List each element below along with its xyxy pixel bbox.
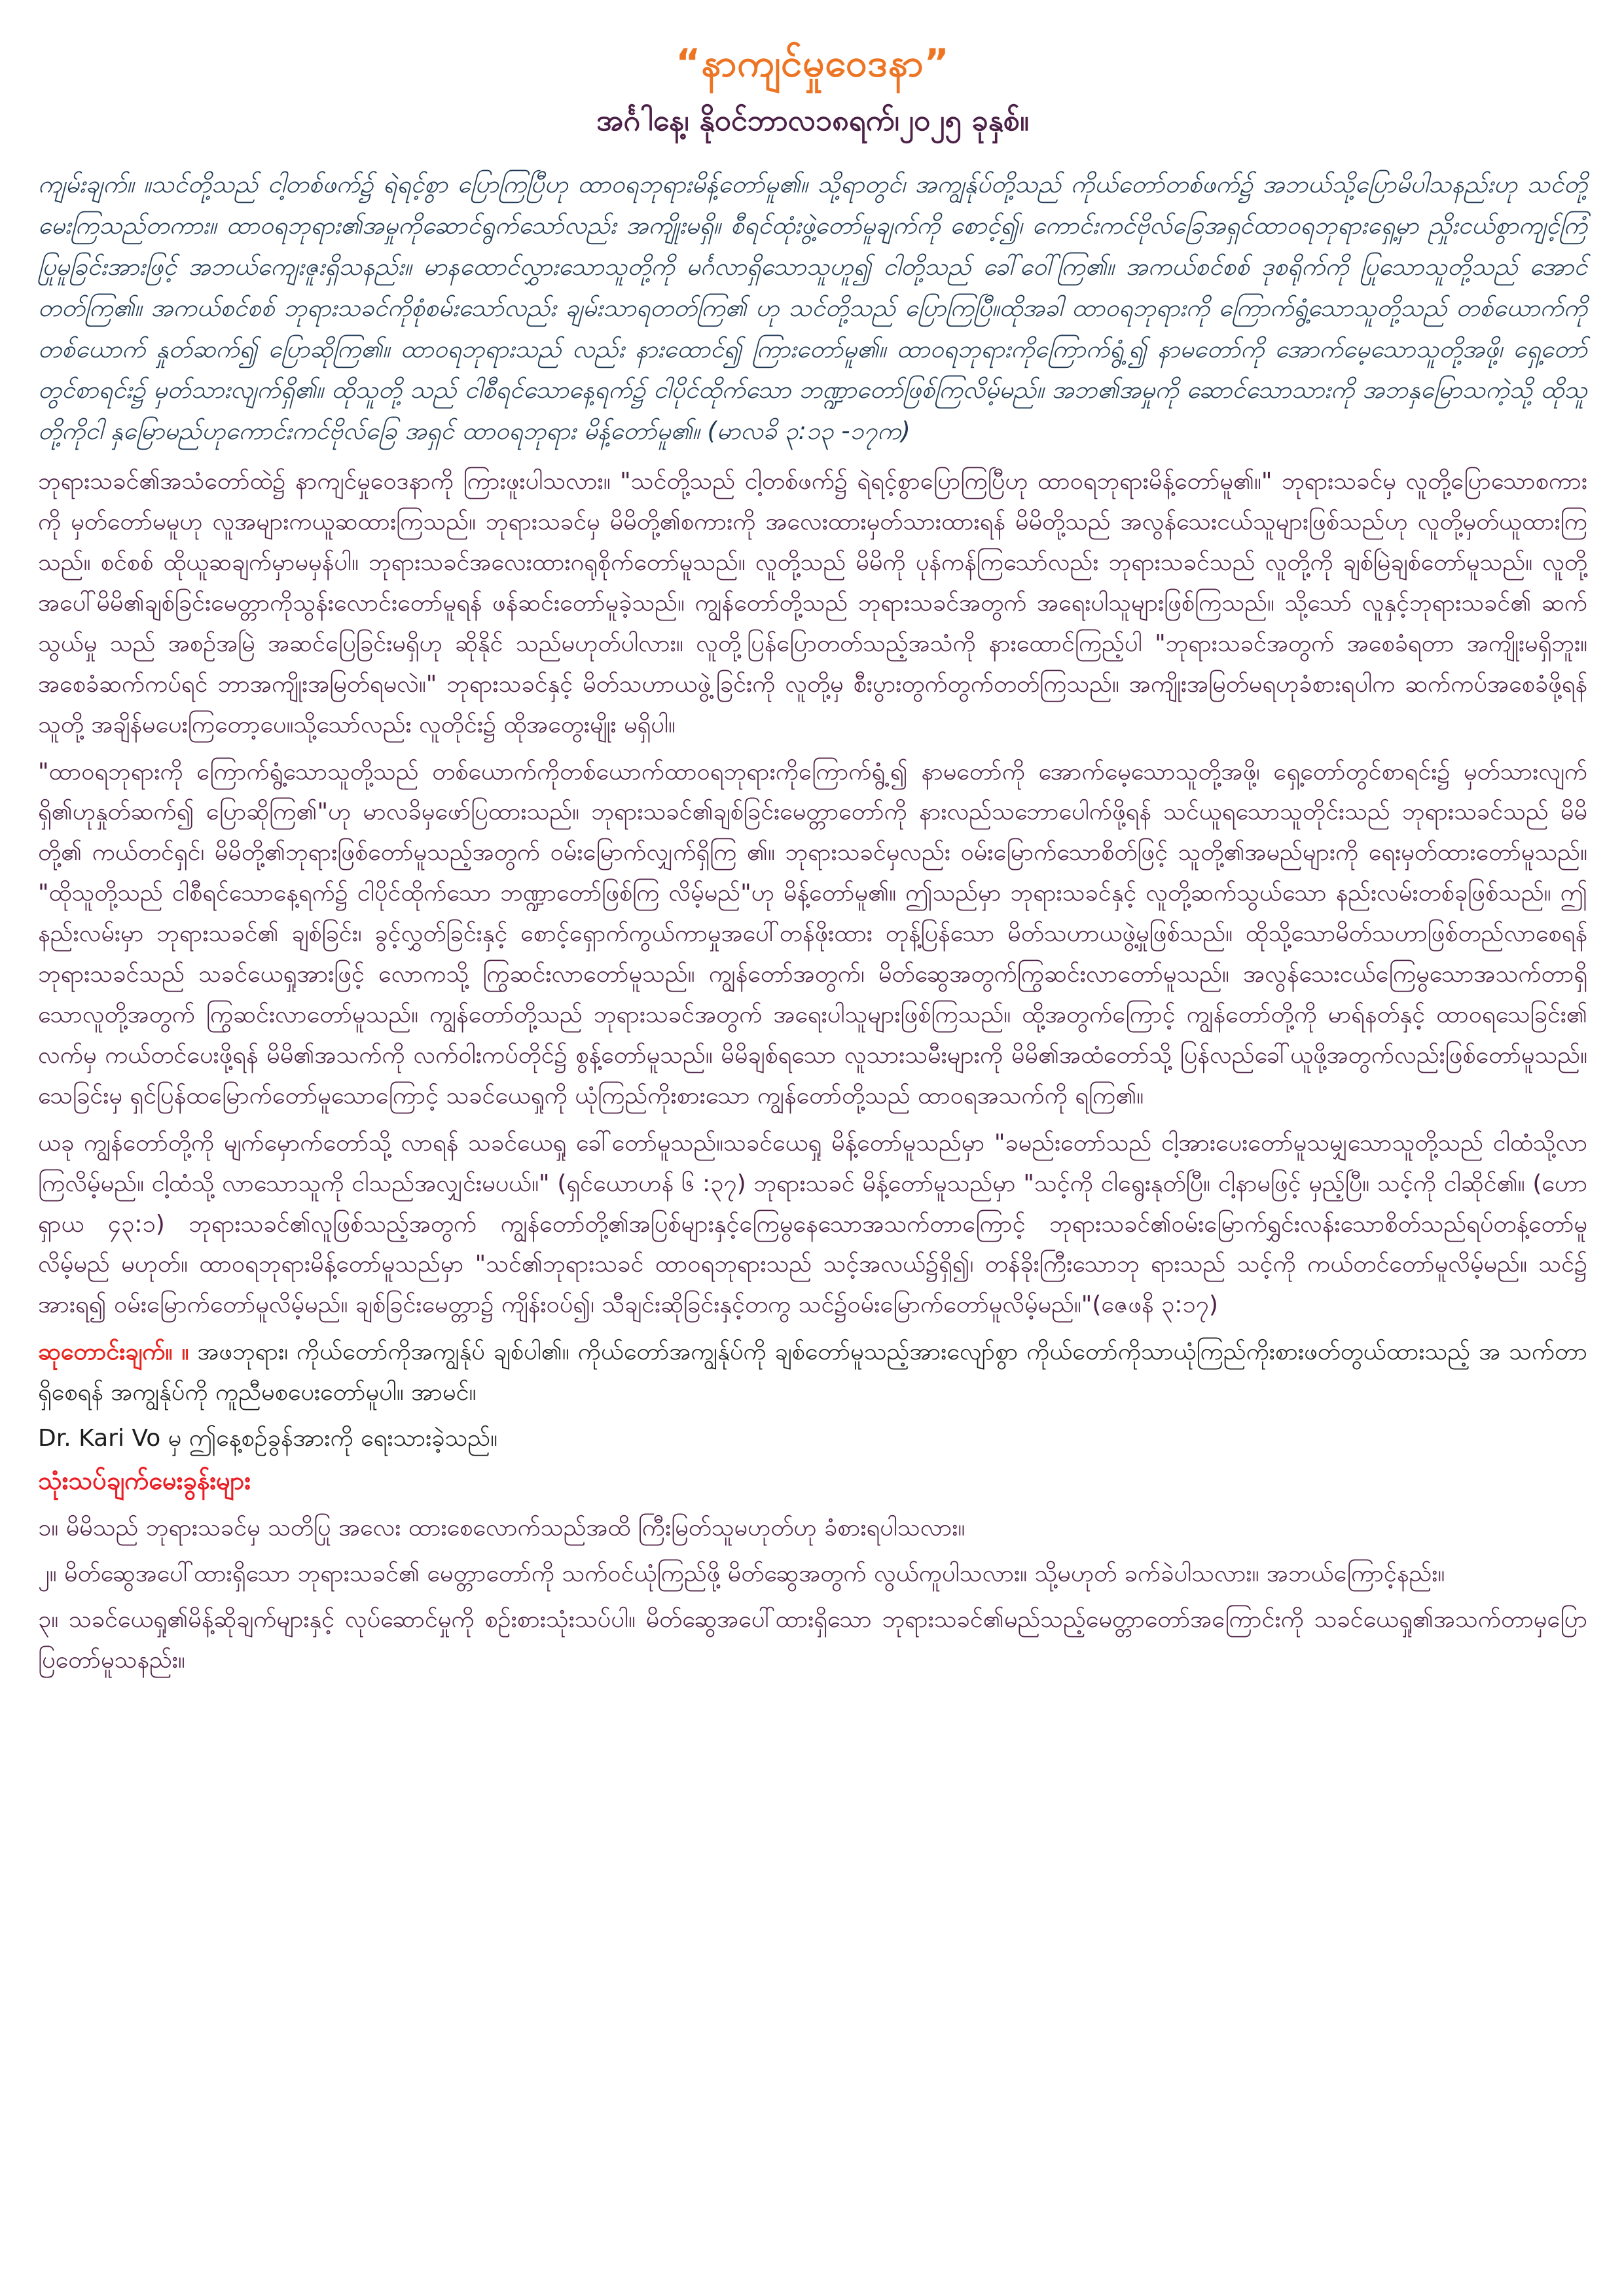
prayer-label: ဆုတောင်းချက်။ ။ <box>38 1338 189 1366</box>
reflection-question-3: ၃။ သခင်ယေရှု၏မိန့်ဆိုချက်များနှင့် လုပ်ဆောင်မှုကို စဉ်းစားသုံးသပ်ပါ။ မိတ်ဆွေအပေါ်ထားရှိသော ဘုရားသခင်၏မည်သည့်မေတ္တာတော်အကြောင်းကို သခင်ယေရှု၏အသက်တာမှပြောပြတော်မူသနည်း။ <box>38 1606 1587 1674</box>
page-title: “နာကျင်မှုဝေဒနာ” <box>676 41 950 85</box>
devotion-paragraph-3: ယခု ကျွန်တော်တို့ကို မျက်မှောက်တော်သို့ လာရန် သခင်ယေရှု ခေါ်တော်မူသည်။သခင်ယေရှု မိန့်တော်မူသည်မှာ "ခမည်းတော်သည် ငါ့အားပေးတော်မူသမျှသောသူတို့သည် ငါထံသို့လာကြလိမ့်မည်။ ငါ့ထံသို့ လာသောသူကို ငါသည်အလျှင်းမပယ်။" (ရှင်ယောဟန် ၆ :၃၇) ဘုရားသခင် မိန့်တော်မူသည်မှာ "သင့်ကို ငါရွေးနုတ်ပြီ။ ငါ့နာမဖြင့် မှည့်ပြီ။ သင့်ကို ငါဆိုင်၏။ (ဟောရှာယ ၄၃:၁) ဘုရားသခင်၏လူဖြစ်သည့်အတွက် ကျွန်တော်တို့၏အပြစ်များနှင့်ကြေမွနေသောအသက်တာကြောင့် ဘုရားသခင်၏ဝမ်းမြောက်ရွှင်းလန်းသောစိတ်သည်ရပ်တန့်တော်မူလိမ့်မည် မဟုတ်။ ထာဝရဘုရားမိန့်တော်မူသည်မှာ "သင်၏ဘုရားသခင် ထာဝရဘုရားသည် သင့်အလယ်၌ရှိ၍၊ တန်ခိုးကြီးသောဘု ရားသည် သင့်ကို ကယ်တင်တော်မူလိမ့်မည်။ သင်၌ အားရ၍ ဝမ်းမြောက်တော်မူလိမ့်မည်။ ချစ်ခြင်းမေတ္တာ၌ ကျိန်းဝပ်၍၊ သီချင်းဆိုခြင်းနှင့်တကွ သင်၌ဝမ်းမြောက်တော်မူလိမ့်မည်။"(ဇေဖနိ ၃:၁၇) <box>38 1129 1587 1319</box>
date-line: အင်္ဂါနေ့၊ နိုဝင်ဘာလ၁၈ရက်၊၂၀၂၅ ခုနှစ်။ <box>596 103 1029 137</box>
prayer-section <box>38 1332 1587 1413</box>
devotion-paragraph-1: ဘုရားသခင်၏အသံတော်ထဲ၌ နာကျင်မှုဝေဒနာကို ကြားဖူးပါသလား။ "သင်တို့သည် ငါ့တစ်ဖက်၌ ရဲရင့်စွာပြောကြပြီဟု ထာဝရဘုရားမိန့်တော်မူ၏။" ဘုရားသခင်မှ လူတို့ပြောသောစကားကို မှတ်တော်မမူဟု လူအများကယူဆထားကြသည်။ ဘုရားသခင်မှ မိမိတို့၏စကားကို အလေးထားမှတ်သားထားရန် မိမိတို့သည် အလွန်သေးငယ်သူများဖြစ်သည်ဟု လူတို့မှတ်ယူထားကြသည်။ စင်စစ် ထိုယူဆချက်မှာမမှန်ပါ။ ဘုရားသခင်အလေးထားဂရုစိုက်တော်မူသည်။ လူတို့သည် မိမိကို ပုန်ကန်ကြသော်လည်း ဘုရားသခင်သည် လူတို့ကို ချစ်မြဲချစ်တော်မူသည်။ လူတို့အပေါ်မိမိ၏ချစ်ခြင်းမေတ္တာကိုသွန်းလောင်းတော်မူရန် ဖန်ဆင်းတော်မူခဲ့သည်။ ကျွန်တော်တို့သည် ဘုရားသခင်အတွက် အရေးပါသူများဖြစ်ကြသည်။ သို့သော် လူနှင့်ဘုရားသခင်၏ ဆက်သွယ်မှု သည် အစဉ်အမြဲ အဆင်ပြေခြင်းမရှိဟု ဆိုနိုင် သည်မဟုတ်ပါလား။ လူတို့ပြန်ပြောတတ်သည့်အသံကို နားထောင်ကြည့်ပါ "ဘုရားသခင်အတွက် အစေခံရတာ အကျိုးမရှိဘူး။ အစေခံဆက်ကပ်ရင် ဘာအကျိုးအမြတ်ရမလဲ။" ဘုရားသခင်နှင့် မိတ်သဟာယဖွဲ့ခြင်းကို လူတို့မှ စီးပွားတွက်တွက်တတ်ကြသည်။ အကျိုးအမြတ်မရဟုခံစားရပါက ဆက်ကပ်အစေခံဖို့ရန် သူတို့ အချိန်မပေးကြတော့ပေ။သို့သော်လည်း လူတိုင်း၌ ထိုအတွေးမျိုး မရှိပါ။ <box>38 468 1587 738</box>
author-credit: Dr. Kari Vo မှ ဤနေ့စဉ်ခွန်အားကို ရေးသားခဲ့သည်။ <box>38 1425 497 1452</box>
reflection-questions-heading: သုံးသပ်ချက်မေးခွန်းများ <box>38 1466 251 1496</box>
reflection-question-2: ၂။ မိတ်ဆွေအပေါ်ထားရှိသော ဘုရားသခင်၏ မေတ္တာတော်ကို သက်ဝင်ယုံကြည်ဖို့ မိတ်ဆွေအတွက် လွယ်ကူပါသလား။ သို့မဟုတ် ခက်ခဲပါသလား။ အဘယ်ကြောင့်နည်း။ <box>38 1560 1445 1588</box>
scripture-passage: ကျမ်းချက်။ ။သင်တို့သည် ငါ့တစ်ဖက်၌ ရဲရင့်စွာ ပြောကြပြီဟု ထာဝရဘုရားမိန့်တော်မူ၏။ သို့ရာတွင်၊ အကျွန်ုပ်တို့သည် ကိုယ်တော်တစ်ဖက်၌ အဘယ်သို့ပြောမိပါသနည်းဟု သင်တို့ မေးကြသည်တကား။ ထာဝရဘုရား၏အမှုကိုဆောင်ရွက်သော်လည်း အကျိုးမရှိ။ စီရင်ထုံးဖွဲ့တော်မူချက်ကို စောင့်၍၊ ကောင်းကင်ဗိုလ်ခြေအရှင်ထာဝရဘုရားရှေ့မှာ ညှိုးငယ်စွာကျင့်ကြံပြုမူခြင်းအားဖြင့် အဘယ်ကျေးဇူးရှိသနည်း။ မာနထောင်လွှားသောသူတို့ကို မင်္ဂလာရှိသောသူဟူ၍ ငါတို့သည် ခေါ်ဝေါ်ကြ၏။ အကယ်စင်စစ် ဒုစရိုက်ကို ပြုသောသူတို့သည် အောင်တတ်ကြ၏။ အကယ်စင်စစ် ဘုရားသခင်ကိုစုံစမ်းသော်လည်း ချမ်းသာရတတ်ကြ၏ ဟု သင်တို့သည် ပြောကြပြီ။ထိုအခါ ထာဝရဘုရားကို ကြောက်ရွံ့သောသူတို့သည် တစ်ယောက်ကိုတစ်ယောက် နှုတ်ဆက်၍ ပြောဆိုကြ၏။ ထာဝရဘုရားသည် လည်း နားထောင်၍ ကြားတော်မူ၏။ ထာဝရဘုရားကိုကြောက်ရွံ့၍ နာမတော်ကို အောက်မေ့သောသူတို့အဖို့၊ ရှေ့တော်တွင်စာရင်း၌ မှတ်သားလျက်ရှိ၏။ ထိုသူတို့ သည် ငါစီရင်သောနေ့ရက်၌ ငါပိုင်ထိုက်သော ဘဏ္ဍာတော်ဖြစ်ကြလိမ့်မည်။ အဘ၏အမှုကို ဆောင်သောသားကို အဘနှမြောသကဲ့သို့ ထိုသူတို့ကိုငါ နှမြောမည်ဟုကောင်းကင်ဗိုလ်ခြေ အရှင် ထာဝရဘုရား မိန့်တော်မူ၏။ (မာလခိ ၃:၁၃ -၁၇က) <box>38 170 1587 446</box>
devotion-paragraph-2: "ထာဝရဘုရားကို ကြောက်ရွံ့သောသူတို့သည် တစ်ယောက်ကိုတစ်ယောက်ထာဝရဘုရားကိုကြောက်ရွံ့၍ နာမတော်ကို အောက်မေ့သောသူတို့အဖို့၊ ရှေ့တော်တွင်စာရင်း၌ မှတ်သားလျက်ရှိ၏ဟုနှုတ်ဆက်၍ ပြောဆိုကြ၏"ဟု မာလခိမှဖော်ပြထားသည်။ ဘုရားသခင်၏ချစ်ခြင်းမေတ္တာတော်ကို နားလည်သဘောပေါက်ဖို့ရန် သင်ယူရသောသူတိုင်းသည် ဘုရားသခင်သည် မိမိတို့၏ ကယ်တင်ရှင်၊ မိမိတို့၏ဘုရားဖြစ်တော်မူသည့်အတွက် ဝမ်းမြောက်လျှက်ရှိကြ ၏။ ဘုရားသခင်မှလည်း ဝမ်းမြောက်သောစိတ်ဖြင့် သူတို့၏အမည်များကို ရေးမှတ်ထားတော်မူသည်။ "ထိုသူတို့သည် ငါစီရင်သောနေ့ရက်၌ ငါပိုင်ထိုက်သော ဘဏ္ဍာတော်ဖြစ်ကြ လိမ့်မည်"ဟု မိန့်တော်မူ၏။ ဤသည်မှာ ဘုရားသခင်နှင့် လူတို့ဆက်သွယ်သော နည်းလမ်းတစ်ခုဖြစ်သည်။ ဤနည်းလမ်းမှာ ဘုရားသခင်၏ ချစ်ခြင်း၊ ခွင့်လွှတ်ခြင်းနှင့် စောင့်ရှောက်ကွယ်ကာမှုအပေါ်တန်ဖိုးထား တုန့်ပြန်သော မိတ်သဟာယဖွဲ့မှုဖြစ်သည်။ ထိုသို့သောမိတ်သဟာဖြစ်တည်လာစေရန် ဘုရားသခင်သည် သခင်ယေရှုအားဖြင့် လောကသို့ ကြွဆင်းလာတော်မူသည်။ ကျွန်တော်အတွက်၊ မိတ်ဆွေအတွက်ကြွဆင်းလာတော်မူသည်။ အလွန်သေးငယ်ကြေမွသောအသက်တာရှိသောလူတို့အတွက် ကြွဆင်းလာတော်မူသည်။ ကျွန်တော်တို့သည် ဘုရားသခင်အတွက် အရေးပါသူများဖြစ်ကြသည်။ ထို့အတွက်ကြောင့် ကျွန်တော်တို့ကို မာရ်နတ်နှင့် ထာဝရသေခြင်း၏ လက်မှ ကယ်တင်ပေးဖို့ရန် မိမိ၏အသက်ကို လက်ဝါးကပ်တိုင်၌ စွန့်တော်မူသည်။ မိမိချစ်ရသော လူသားသမီးများကို မိမိ၏အထံတော်သို့ ပြန်လည်ခေါ်ယူဖို့အတွက်လည်းဖြစ်တော်မူသည်။ သေခြင်းမှ ရှင်ပြန်ထမြောက်တော်မူသောကြောင့် သခင်ယေရှုကို ယုံကြည်ကိုးစားသော ကျွန်တော်တို့သည် ထာဝရအသက်ကို ရကြ၏။ <box>38 758 1587 1109</box>
prayer-text: အဖဘုရား၊ ကိုယ်တော်ကိုအကျွန်ုပ် ချစ်ပါ၏။ ကိုယ်တော်အကျွန်ုပ်ကို ချစ်တော်မူသည့်အားလျော်စွာ ကိုယ်တော်ကိုသာယုံကြည်ကိုးစားဖတ်တွယ်ထားသည့် အ သက်တာရှိစေရန် အကျွန်ုပ်ကို ကူညီမစပေးတော်မူပါ။ အာမင်။ <box>38 1338 1587 1407</box>
reflection-question-1: ၁။ မိမိသည် ဘုရားသခင်မှ သတိပြု အလေး ထားစေလောက်သည်အထိ ကြီးမြတ်သူမဟုတ်ဟု ခံစားရပါသလား။ <box>38 1515 965 1542</box>
